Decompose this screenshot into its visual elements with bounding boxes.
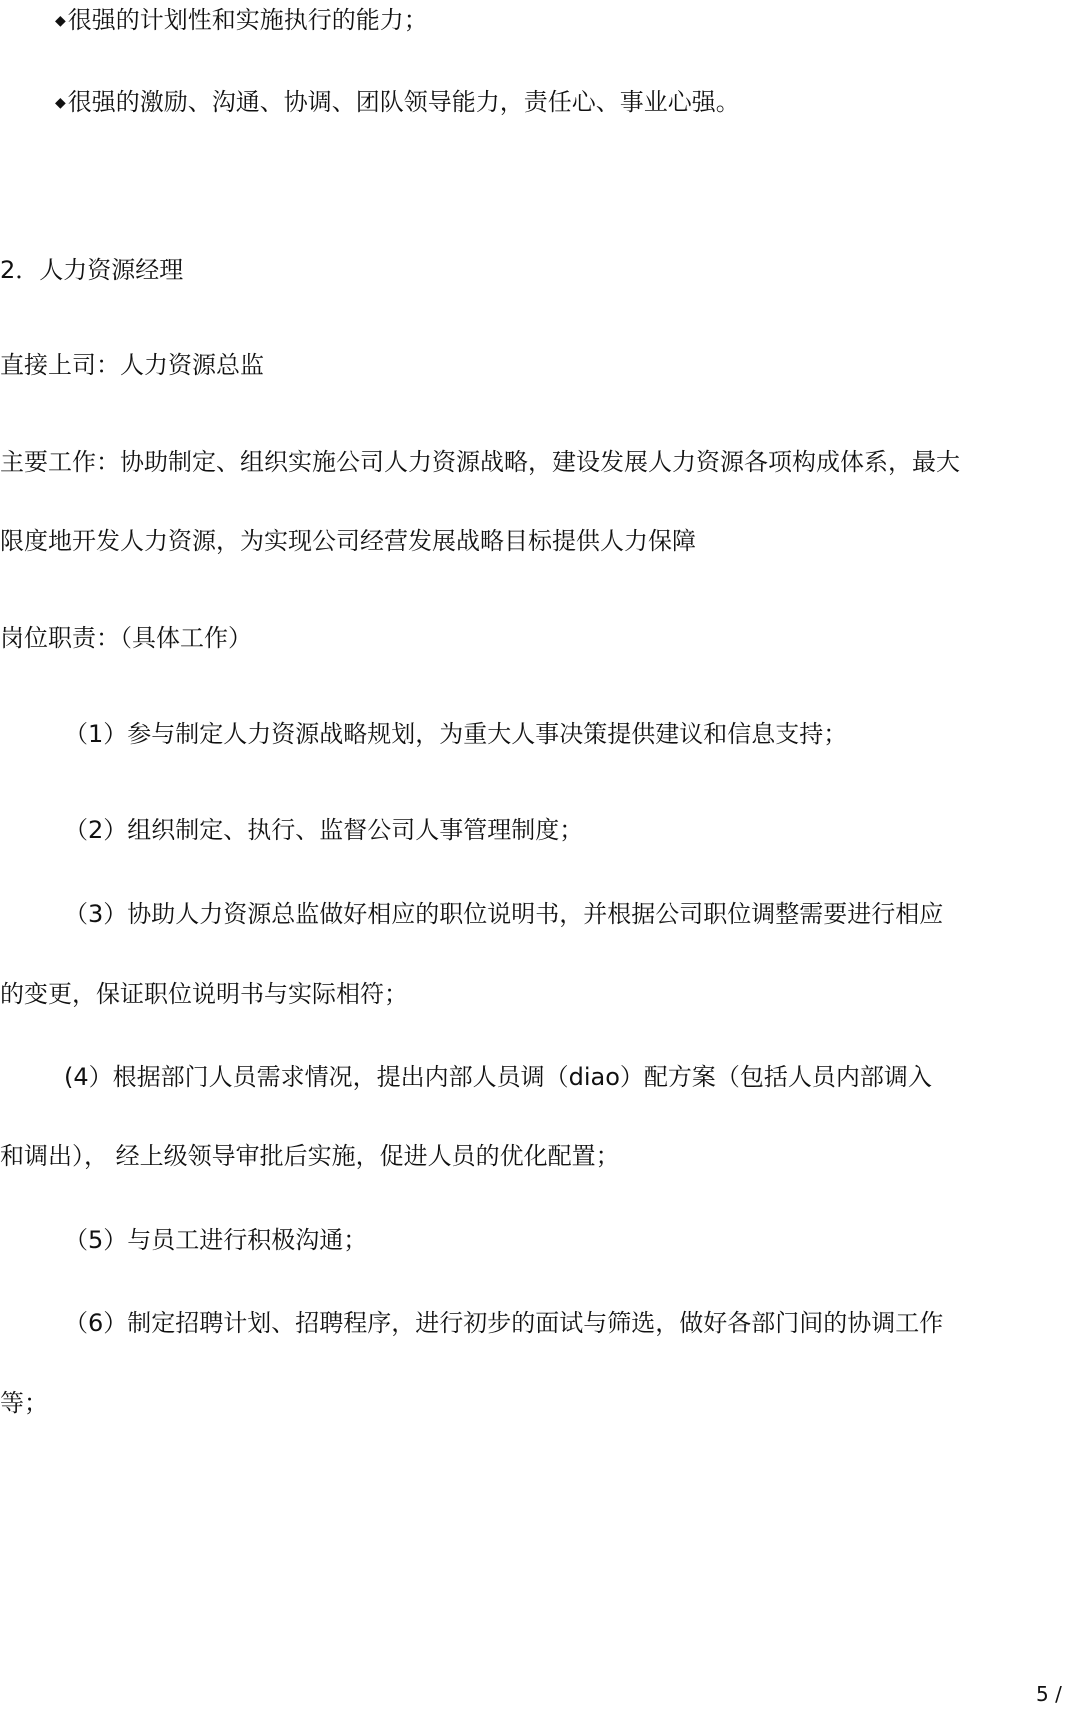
supervisor-line: 直接上司：人力资源总监 xyxy=(0,351,264,379)
bullet-text: 很强的计划性和实施执行的能力； xyxy=(67,6,428,34)
duty-item-6-continued: 等； xyxy=(0,1389,48,1417)
duty-item-1: （1）参与制定人力资源战略规划，为重大人事决策提供建议和信息支持； xyxy=(64,720,848,748)
duties-title: 岗位职责：（具体工作） xyxy=(0,624,252,652)
duty-item-5: （5）与员工进行积极沟通； xyxy=(64,1226,368,1254)
bullet-item-planning xyxy=(55,5,428,36)
duty-item-2: （2）组织制定、执行、监督公司人事管理制度； xyxy=(64,816,584,844)
main-work-line-1: 主要工作：协助制定、组织实施公司人力资源战略，建设发展人力资源各项构成体系，最大 xyxy=(0,448,960,476)
duty-item-4-continued: 和调出）， 经上级领导审批后实施，促进人员的优化配置； xyxy=(0,1142,620,1170)
duty-item-6: （6）制定招聘计划、招聘程序，进行初步的面试与筛选，做好各部门间的协调工作 xyxy=(64,1309,944,1337)
main-work-line-2: 限度地开发人力资源，为实现公司经营发展战略目标提供人力保障 xyxy=(0,527,696,555)
duty-item-3-continued: 的变更，保证职位说明书与实际相符； xyxy=(0,980,408,1008)
section-heading: 2．人力资源经理 xyxy=(0,256,184,284)
diamond-bullet-icon: ◆ xyxy=(55,95,66,111)
page-number: 5 / xyxy=(1036,1682,1062,1706)
diamond-bullet-icon: ◆ xyxy=(55,13,66,29)
duty-item-4: (4）根据部门人员需求情况，提出内部人员调（diao）配方案（包括人员内部调入 xyxy=(64,1063,932,1091)
duty-item-3: （3）协助人力资源总监做好相应的职位说明书，并根据公司职位调整需要进行相应 xyxy=(64,900,944,928)
bullet-text: 很强的激励、沟通、协调、团队领导能力，责任心、事业心强。 xyxy=(67,88,740,116)
bullet-item-leadership xyxy=(55,87,740,118)
